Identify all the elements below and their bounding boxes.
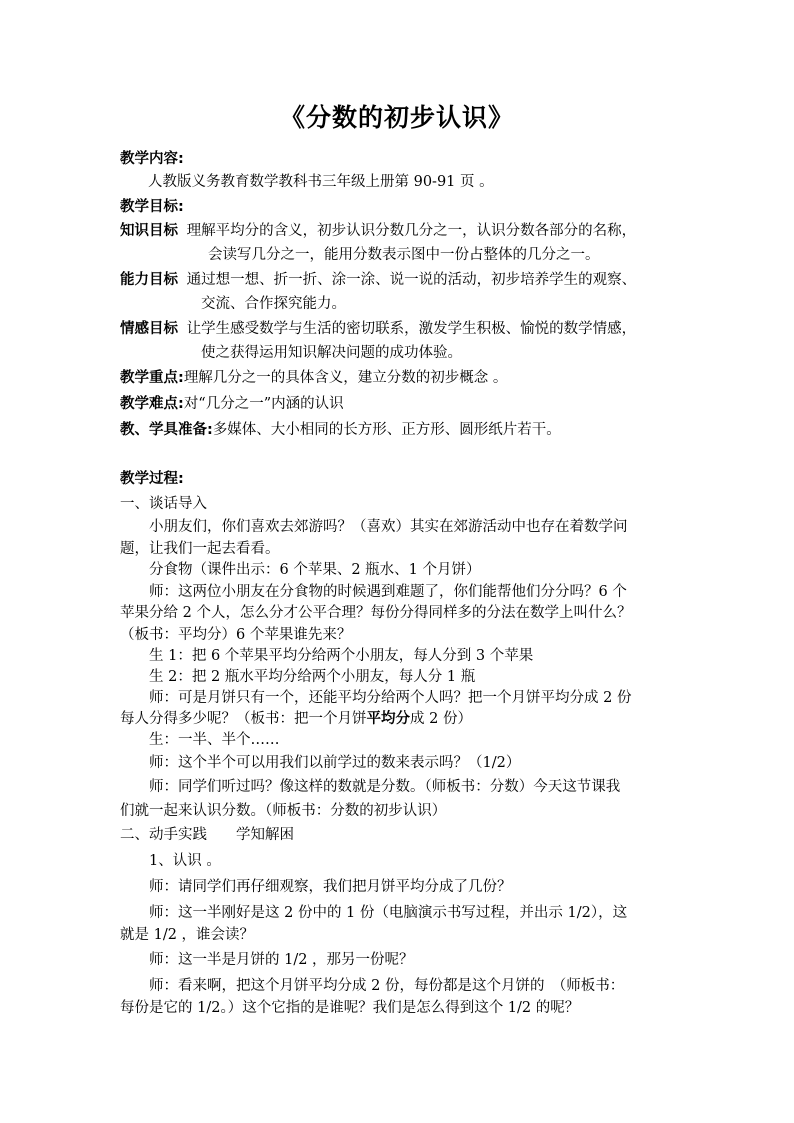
paragraph-line: 师：看来啊，把这个月饼平均分成 2 份，每份都是这个月饼的 （师板书： bbox=[149, 978, 625, 994]
paragraph-line: 人教版义务教育数学教科书三年级上册第 90-91 页 。 bbox=[148, 174, 494, 190]
paragraph-line: 使之获得运用知识解决问题的成功体验。 bbox=[201, 345, 462, 361]
teaching-difficulty bbox=[120, 394, 344, 414]
paragraph-line: 师：这两位小朋友在分食物的时候遇到难题了，你们能帮他们分分吗？6 个 bbox=[149, 584, 627, 600]
paragraph-line: 生：一半、半个…… bbox=[149, 732, 280, 748]
paragraph-line: 1、认识 。 bbox=[149, 853, 221, 869]
subsection-heading: 一、谈话导入 bbox=[120, 496, 207, 512]
key-point-label: 教学重点: bbox=[120, 370, 184, 386]
paragraph-line: 师：这一半是月饼的 1/2 ，那另一份呢？ bbox=[149, 952, 414, 968]
section-heading-objectives: 教学目标: bbox=[120, 199, 184, 215]
paragraph-line: 生 2：把 2 瓶水平均分给两个小朋友，每人分 1 瓶 bbox=[149, 669, 476, 685]
section-heading-content: 教学内容: bbox=[120, 151, 184, 167]
objective-emotion bbox=[120, 319, 636, 339]
teaching-materials bbox=[120, 420, 561, 440]
teaching-key-point bbox=[120, 368, 507, 388]
document-title: 《分数的初步认识》 bbox=[279, 103, 514, 132]
paragraph-line: 分食物（课件出示：6 个苹果、2 瓶水、1 个月饼） bbox=[149, 562, 481, 578]
objective-text: 让学生感受数学与生活的密切联系，激发学生积极、愉悦的数学情感， bbox=[186, 321, 637, 337]
paragraph-line: （板书：平均分）6 个苹果谁先来？ bbox=[120, 627, 352, 643]
paragraph-line: 题，让我们一起去看看。 bbox=[120, 541, 280, 557]
line-text: 每人分得多少呢？（板书：把一个月饼 bbox=[120, 711, 367, 727]
objective-text: 理解平均分的含义，初步认识分数几分之一，认识分数各部分的名称， bbox=[186, 223, 637, 239]
paragraph-line: 就是 1/2 ，谁会读？ bbox=[120, 927, 255, 943]
paragraph-line: 师：这一半刚好是这 2 份中的 1 份（电脑演示书写过程，并出示 1/2），这 bbox=[149, 905, 628, 921]
paragraph-line: 会读写几分之一，能用分数表示图中一份占整体的几分之一。 bbox=[208, 247, 600, 263]
paragraph-line: 师：可是月饼只有一个，还能平均分给两个人吗？把一个月饼平均分成 2 份 bbox=[149, 690, 632, 706]
objective-label: 情感目标 bbox=[120, 321, 178, 337]
paragraph-line: 小朋友们，你们喜欢去郊游吗？（喜欢）其实在郊游活动中也存在着数学问 bbox=[149, 519, 628, 535]
line-text: 成 2 份） bbox=[410, 711, 472, 727]
paragraph-line: 师：这个半个可以用我们以前学过的数来表示吗？（1/2） bbox=[149, 755, 521, 771]
section-heading-process: 教学过程: bbox=[120, 471, 184, 487]
key-point-text: 理解几分之一的具体含义，建立分数的初步概念 。 bbox=[183, 370, 508, 386]
subsection-heading: 二、动手实践 学知解困 bbox=[120, 827, 294, 843]
objective-text: 通过想一想、折一折、涂一涂、说一说的活动，初步培养学生的观察、 bbox=[186, 272, 637, 288]
paragraph-line: 师：请同学们再仔细观察，我们把月饼平均分成了几份？ bbox=[149, 879, 512, 895]
bold-term: 平均分 bbox=[366, 710, 410, 727]
materials-text: 多媒体、大小相同的长方形、正方形、圆形纸片若干。 bbox=[212, 422, 561, 438]
paragraph-line: 师：同学们听过吗？像这样的数就是分数。（师板书：分数）今天这节课我 bbox=[149, 779, 621, 795]
materials-label: 教、学具准备: bbox=[120, 422, 213, 438]
difficulty-text: 对“几分之一”内涵的认识 bbox=[183, 396, 344, 412]
objective-ability bbox=[120, 270, 636, 290]
paragraph-line: 苹果分给 2 个人，怎么分才公平合理？每份分得同样多的分法在数学上叫什么？ bbox=[120, 605, 632, 621]
paragraph-line bbox=[120, 709, 472, 729]
objective-knowledge bbox=[120, 221, 636, 241]
paragraph-line: 生 1：把 6 个苹果平均分给两个小朋友，每人分到 3 个苹果 bbox=[149, 648, 534, 664]
paragraph-line: 每份是它的 1/2。）这个它指的是谁呢？我们是怎么得到这个 1/2 的呢？ bbox=[120, 1000, 580, 1016]
paragraph-line: 们就一起来认识分数。（师板书：分数的初步认识） bbox=[120, 803, 447, 819]
objective-label: 能力目标 bbox=[120, 272, 178, 288]
objective-label: 知识目标 bbox=[120, 223, 178, 239]
paragraph-line: 交流、合作探究能力。 bbox=[201, 296, 346, 312]
difficulty-label: 教学难点: bbox=[120, 396, 184, 412]
